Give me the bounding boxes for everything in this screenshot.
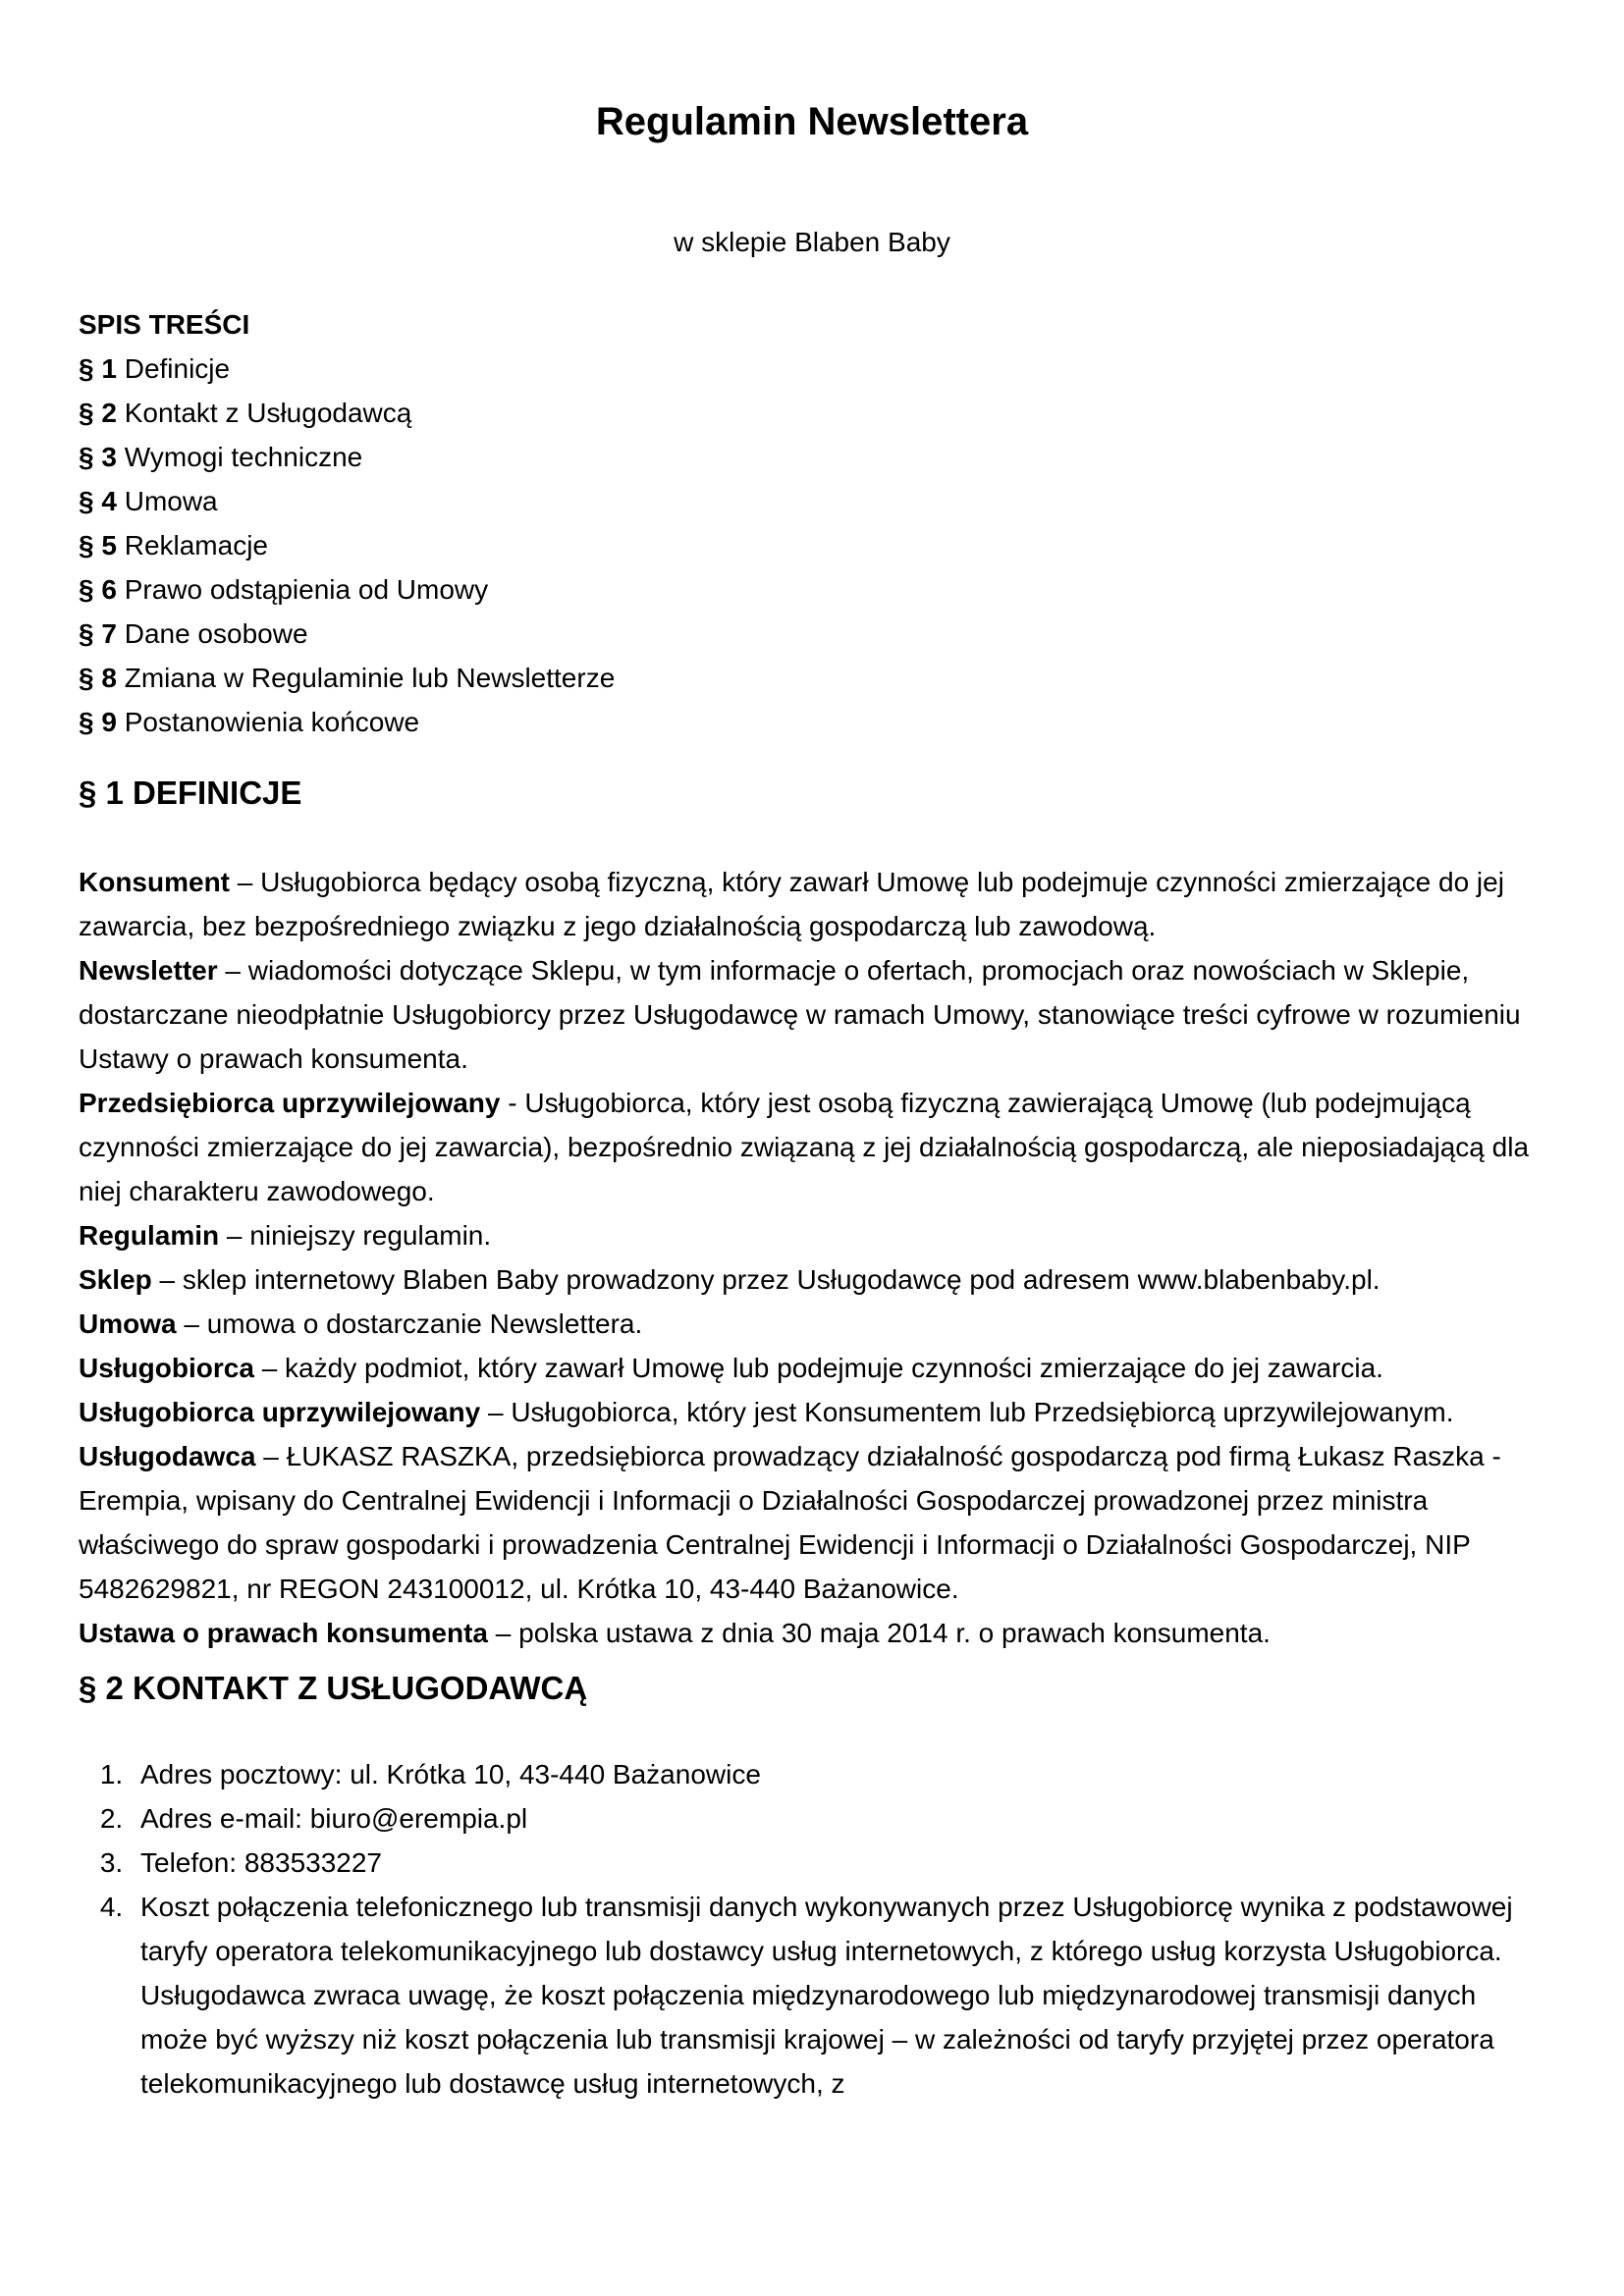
- page-subtitle: w sklepie Blaben Baby: [674, 227, 950, 257]
- toc-item-label: Wymogi techniczne: [124, 441, 363, 472]
- table-of-contents: [79, 302, 1545, 744]
- toc-item-number: § 3: [79, 441, 117, 472]
- toc-item-3: [79, 435, 1545, 479]
- page-title: Regulamin Newslettera: [595, 100, 1029, 143]
- toc-item-label: Reklamacje: [124, 529, 268, 561]
- contact-list-item-phone: 3. Telefon: 883533227: [131, 1841, 1545, 1885]
- toc-item-6: [79, 567, 1545, 612]
- definition-umowa: [79, 1302, 1545, 1346]
- definition-text: – każdy podmiot, który zawarł Umowę lub podejmuje czynności zmierzające do jej zawarcia.: [253, 1352, 1383, 1383]
- toc-item-label: Prawo odstąpienia od Umowy: [124, 573, 489, 605]
- definition-text: – Usługobiorca będący osobą fizyczną, który zawarł Umowę lub podejmuje czynności zmierzające do jej zawarcia, bez bezpośredniego związku z jego działalnością gospodarczą lub zawodową.: [79, 866, 1504, 941]
- definition-text: – umowa o dostarczanie Newslettera.: [176, 1308, 643, 1339]
- definition-term: Usługodawca: [79, 1440, 256, 1471]
- definition-sklep: [79, 1257, 1545, 1302]
- definition-term: Usługobiorca: [79, 1352, 254, 1383]
- definition-uslugobiorca-uprzywilejowany: [79, 1390, 1545, 1434]
- section-1-heading: § 1 DEFINICJE: [79, 774, 302, 811]
- contact-list-item-postal-address: 1. Adres pocztowy: ul. Krótka 10, 43-440 Bażanowice: [131, 1752, 1545, 1796]
- definitions-block: [79, 860, 1545, 1655]
- toc-item-number: § 8: [79, 662, 117, 693]
- definition-text: – ŁUKASZ RASZKA, przedsiębiorca prowadzący działalność gospodarczą pod firmą Łukasz Raszka - Erempia, wpisany do Centralnej Ewidencji i Informacji o Działalności Gospodarczej prowadzonej przez ministra właściwego do spraw gospodarki i prowadzenia Centralnej Ewidencji i Informacji o Działalności Gospodarczej, NIP 5482629821, nr REGON 243100012, ul. Krótka 10, 43-440 Bażanowice.: [79, 1440, 1501, 1604]
- definition-term: Konsument: [79, 866, 230, 897]
- toc-item-label: Dane osobowe: [124, 617, 308, 649]
- definition-text: - Usługobiorca, który jest osobą fizyczną zawierającą Umowę (lub podejmującą czynności zmierzające do jej zawarcia), bezpośrednio związaną z jej działalnością gospodarczą, ale nieposiadającą dla niej charakteru zawodowego.: [79, 1087, 1530, 1206]
- toc-item-number: § 7: [79, 617, 117, 649]
- definition-uslugodawca: [79, 1434, 1545, 1611]
- definition-text: – Usługobiorca, który jest Konsumentem lub Przedsiębiorcą uprzywilejowanym.: [480, 1396, 1454, 1427]
- toc-item-number: § 4: [79, 485, 117, 516]
- definition-konsument: [79, 860, 1545, 948]
- definition-ustawa-o-prawach-konsumenta: [79, 1611, 1545, 1655]
- toc-heading: SPIS TREŚCI: [79, 308, 250, 340]
- definition-term: Ustawa o prawach konsumenta: [79, 1617, 489, 1648]
- definition-term: Przedsiębiorca uprzywilejowany: [79, 1087, 501, 1118]
- toc-item-2: [79, 391, 1545, 435]
- contact-list-item-email: 2. Adres e-mail: biuro@erempia.pl: [131, 1796, 1545, 1841]
- definition-term: Umowa: [79, 1308, 177, 1339]
- definition-regulamin: [79, 1213, 1545, 1257]
- definition-text: – wiadomości dotyczące Sklepu, w tym informacje o ofertach, promocjach oraz nowościach w Sklepie, dostarczane nieodpłatnie Usługobiorcy przez Usługodawcę w ramach Umowy, stanowiące treści cyfrowe w rozumieniu Ustawy o prawach konsumenta.: [79, 954, 1521, 1074]
- toc-item-label: Zmiana w Regulaminie lub Newsletterze: [124, 662, 616, 693]
- toc-item-4: [79, 479, 1545, 523]
- definition-term: Usługobiorca uprzywilejowany: [79, 1396, 481, 1427]
- definition-term: Sklep: [79, 1263, 152, 1295]
- section-2-heading: § 2 KONTAKT Z USŁUGODAWCĄ: [79, 1669, 588, 1706]
- toc-item-label: Postanowienia końcowe: [124, 706, 420, 737]
- contact-list-item-call-cost: 4. Koszt połączenia telefonicznego lub transmisji danych wykonywanych przez Usługobiorcę wynika z podstawowej taryfy operatora telekomunikacyjnego lub dostawcy usług internetowych, z którego usług korzysta Usługobiorca. Usługodawca zwraca uwagę, że koszt połączenia międzynarodowego lub międzynarodowej transmisji danych może być wyższy niż koszt połączenia lub transmisji krajowej – w zależności od taryfy przyjętej przez operatora telekomunikacyjnego lub dostawcę usług internetowych, z: [131, 1885, 1545, 2106]
- definition-uslugobiorca: [79, 1346, 1545, 1390]
- definition-term: Newsletter: [79, 954, 218, 986]
- definition-term: Regulamin: [79, 1219, 220, 1251]
- toc-item-number: § 2: [79, 397, 117, 428]
- definition-text: – sklep internetowy Blaben Baby prowadzony przez Usługodawcę pod adresem www.blabenbaby.pl.: [151, 1263, 1380, 1295]
- contact-list: [79, 1752, 1545, 2106]
- definition-text: – niniejszy regulamin.: [219, 1219, 492, 1251]
- toc-item-number: § 5: [79, 529, 117, 561]
- toc-item-5: [79, 523, 1545, 567]
- toc-item-number: § 9: [79, 706, 117, 737]
- toc-item-1: [79, 347, 1545, 391]
- definition-przedsiebiorca-uprzywilejowany: [79, 1081, 1545, 1213]
- toc-item-number: § 6: [79, 573, 117, 605]
- toc-item-label: Kontakt z Usługodawcą: [124, 397, 412, 428]
- toc-item-label: Umowa: [124, 485, 218, 516]
- toc-item-number: § 1: [79, 352, 117, 384]
- toc-item-7: [79, 612, 1545, 656]
- toc-item-9: [79, 700, 1545, 744]
- definition-text: – polska ustawa z dnia 30 maja 2014 r. o prawach konsumenta.: [488, 1617, 1271, 1648]
- definition-newsletter: [79, 948, 1545, 1081]
- toc-item-8: [79, 656, 1545, 700]
- toc-item-label: Definicje: [124, 352, 231, 384]
